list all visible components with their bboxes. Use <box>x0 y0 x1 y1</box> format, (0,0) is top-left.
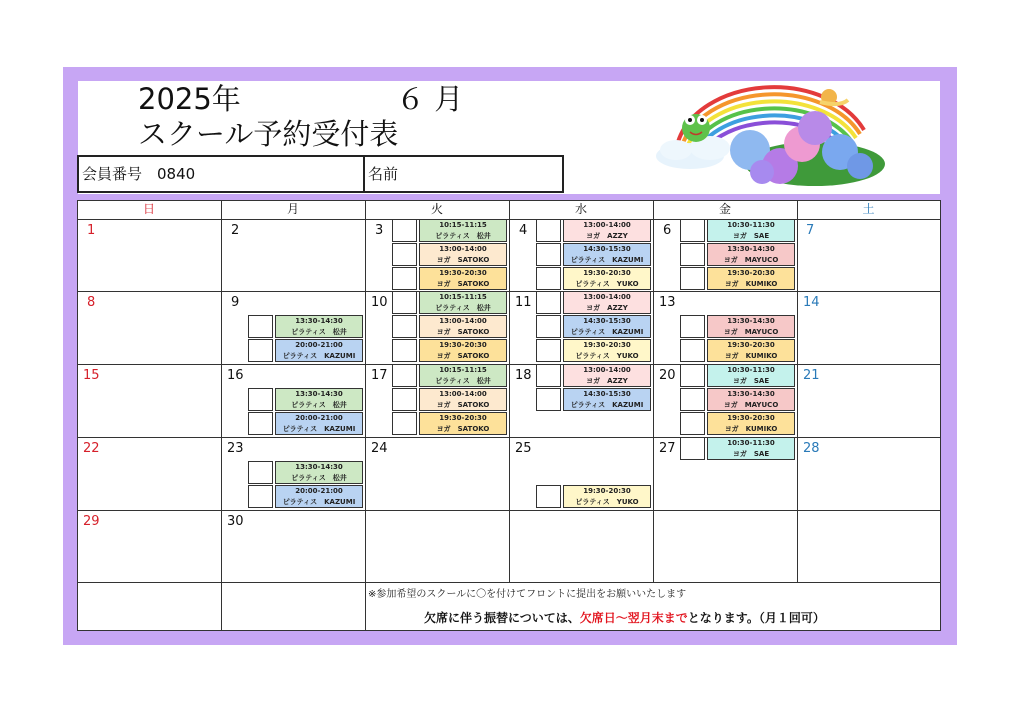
day-number: 21 <box>803 368 820 383</box>
class-slot-pilates[interactable]: 19:30-20:30 ピラティス YUKO <box>563 267 651 290</box>
day-number: 24 <box>371 441 388 456</box>
reservation-checkbox[interactable] <box>248 315 273 338</box>
day-number: 27 <box>659 441 676 456</box>
class-slot-yoga[interactable]: 19:30-20:30 ヨガ SATOKO <box>419 339 507 362</box>
day-number: 28 <box>803 441 820 456</box>
reservation-checkbox[interactable] <box>248 388 273 411</box>
class-slot-pilates[interactable]: 20:00-21:00 ピラティス KAZUMI <box>275 412 363 435</box>
reservation-checkbox[interactable] <box>392 364 417 387</box>
reservation-checkbox[interactable] <box>536 388 561 411</box>
reservation-checkbox[interactable] <box>536 243 561 266</box>
class-slot-pilates[interactable]: 20:00-21:00 ピラティス KAZUMI <box>275 485 363 508</box>
day-number: 10 <box>371 295 388 310</box>
instruction-note: ※参加希望のスクールに〇を付けてフロントに提出をお願いいたします <box>368 589 687 600</box>
rainbow-hydrangea-illustration <box>650 80 895 192</box>
page-title: スクール予約受付表 <box>138 117 399 151</box>
weekday-wed: 水 <box>574 202 587 216</box>
class-slot-yoga[interactable]: 13:00-14:00 ヨガ SATOKO <box>419 243 507 266</box>
reservation-checkbox[interactable] <box>680 388 705 411</box>
reservation-checkbox[interactable] <box>536 364 561 387</box>
reservation-checkbox[interactable] <box>392 388 417 411</box>
class-slot-yoga[interactable]: 13:00-14:00 ヨガ SATOKO <box>419 315 507 338</box>
month-label: ６ 月 <box>396 82 464 116</box>
day-number: 13 <box>659 295 676 310</box>
class-slot-pilates[interactable]: 20:00-21:00 ピラティス KAZUMI <box>275 339 363 362</box>
class-slot-yoga[interactable]: 10:30-11:30 ヨガ SAE <box>707 364 795 387</box>
reservation-checkbox[interactable] <box>248 461 273 484</box>
reservation-checkbox[interactable] <box>680 364 705 387</box>
reservation-checkbox[interactable] <box>392 339 417 362</box>
member-number-field[interactable]: 会員番号 0840 <box>77 155 365 193</box>
class-slot-pilates[interactable]: 19:30-20:30 ピラティス YUKO <box>563 485 651 508</box>
reservation-checkbox[interactable] <box>248 339 273 362</box>
day-number: 18 <box>515 368 532 383</box>
day-number: 3 <box>375 223 384 238</box>
reservation-checkbox[interactable] <box>680 267 705 290</box>
class-slot-yoga[interactable]: 13:00-14:00 ヨガ AZZY <box>563 219 651 242</box>
reservation-checkbox[interactable] <box>680 243 705 266</box>
day-number: 22 <box>83 441 100 456</box>
class-slot-yoga[interactable]: 13:00-14:00 ヨガ AZZY <box>563 364 651 387</box>
reservation-checkbox[interactable] <box>680 437 705 460</box>
day-number: 11 <box>515 295 532 310</box>
class-slot-yoga[interactable]: 19:30-20:30 ヨガ KUMIKO <box>707 267 795 290</box>
reservation-checkbox[interactable] <box>392 315 417 338</box>
class-slot-yoga[interactable]: 13:00-14:00 ヨガ AZZY <box>563 291 651 314</box>
reservation-checkbox[interactable] <box>536 219 561 242</box>
calendar-grid <box>77 200 941 631</box>
class-slot-pilates[interactable]: 10:15-11:15 ピラティス 松井 <box>419 364 507 387</box>
weekday-fri: 金 <box>718 202 731 216</box>
class-slot-yoga[interactable]: 19:30-20:30 ヨガ KUMIKO <box>707 339 795 362</box>
reservation-checkbox[interactable] <box>248 412 273 435</box>
class-slot-pilates[interactable]: 19:30-20:30 ピラティス YUKO <box>563 339 651 362</box>
reservation-checkbox[interactable] <box>536 485 561 508</box>
year-label: 2025年 <box>138 82 241 116</box>
class-slot-pilates[interactable]: 13:30-14:30 ピラティス 松井 <box>275 315 363 338</box>
reservation-checkbox[interactable] <box>680 412 705 435</box>
reservation-checkbox[interactable] <box>536 339 561 362</box>
day-number: 6 <box>663 223 672 238</box>
day-number: 8 <box>87 295 96 310</box>
name-field[interactable]: 名前 <box>363 155 564 193</box>
day-number: 1 <box>87 223 96 238</box>
reservation-checkbox[interactable] <box>392 219 417 242</box>
day-number: 29 <box>83 514 100 529</box>
reservation-checkbox[interactable] <box>392 267 417 290</box>
reservation-checkbox[interactable] <box>392 412 417 435</box>
reservation-checkbox[interactable] <box>536 291 561 314</box>
class-slot-pilates[interactable]: 14:30-15:30 ピラティス KAZUMI <box>563 315 651 338</box>
class-slot-pilates[interactable]: 14:30-15:30 ピラティス KAZUMI <box>563 388 651 411</box>
class-slot-yoga[interactable]: 19:30-20:30 ヨガ SATOKO <box>419 267 507 290</box>
day-number: 16 <box>227 368 244 383</box>
reservation-checkbox[interactable] <box>248 485 273 508</box>
class-slot-pilates[interactable]: 13:30-14:30 ピラティス 松井 <box>275 461 363 484</box>
class-slot-yoga[interactable]: 13:00-14:00 ヨガ SATOKO <box>419 388 507 411</box>
class-slot-yoga[interactable]: 13:30-14:30 ヨガ MAYUCO <box>707 315 795 338</box>
makeup-policy-note: 欠席に伴う振替については、欠席日～翌月末までとなります。（月１回可） <box>424 611 825 625</box>
reservation-checkbox[interactable] <box>680 339 705 362</box>
class-slot-yoga[interactable]: 10:30-11:30 ヨガ SAE <box>707 437 795 460</box>
reservation-checkbox[interactable] <box>536 267 561 290</box>
day-number: 4 <box>519 223 528 238</box>
class-slot-pilates[interactable]: 14:30-15:30 ピラティス KAZUMI <box>563 243 651 266</box>
class-slot-yoga[interactable]: 10:30-11:30 ヨガ SAE <box>707 219 795 242</box>
day-number: 9 <box>231 295 240 310</box>
day-number: 17 <box>371 368 388 383</box>
day-number: 15 <box>83 368 100 383</box>
day-number: 7 <box>806 223 815 238</box>
class-slot-pilates[interactable]: 10:15-11:15 ピラティス 松井 <box>419 291 507 314</box>
weekday-tue: 火 <box>430 202 443 216</box>
weekday-sat: 土 <box>862 202 875 216</box>
reservation-checkbox[interactable] <box>392 291 417 314</box>
day-number: 25 <box>515 441 532 456</box>
reservation-checkbox[interactable] <box>536 315 561 338</box>
class-slot-pilates[interactable]: 13:30-14:30 ピラティス 松井 <box>275 388 363 411</box>
reservation-checkbox[interactable] <box>680 219 705 242</box>
weekday-sun: 日 <box>142 202 155 216</box>
day-number: 2 <box>231 223 240 238</box>
class-slot-yoga[interactable]: 13:30-14:30 ヨガ MAYUCO <box>707 243 795 266</box>
day-number: 20 <box>659 368 676 383</box>
class-slot-pilates[interactable]: 10:15-11:15 ピラティス 松井 <box>419 219 507 242</box>
day-number: 14 <box>803 295 820 310</box>
class-slot-yoga[interactable]: 19:30-20:30 ヨガ KUMIKO <box>707 412 795 435</box>
reservation-checkbox[interactable] <box>680 315 705 338</box>
class-slot-yoga[interactable]: 13:30-14:30 ヨガ MAYUCO <box>707 388 795 411</box>
weekday-mon: 月 <box>286 202 299 216</box>
day-number: 30 <box>227 514 244 529</box>
day-number: 23 <box>227 441 244 456</box>
class-slot-yoga[interactable]: 19:30-20:30 ヨガ SATOKO <box>419 412 507 435</box>
reservation-checkbox[interactable] <box>392 243 417 266</box>
